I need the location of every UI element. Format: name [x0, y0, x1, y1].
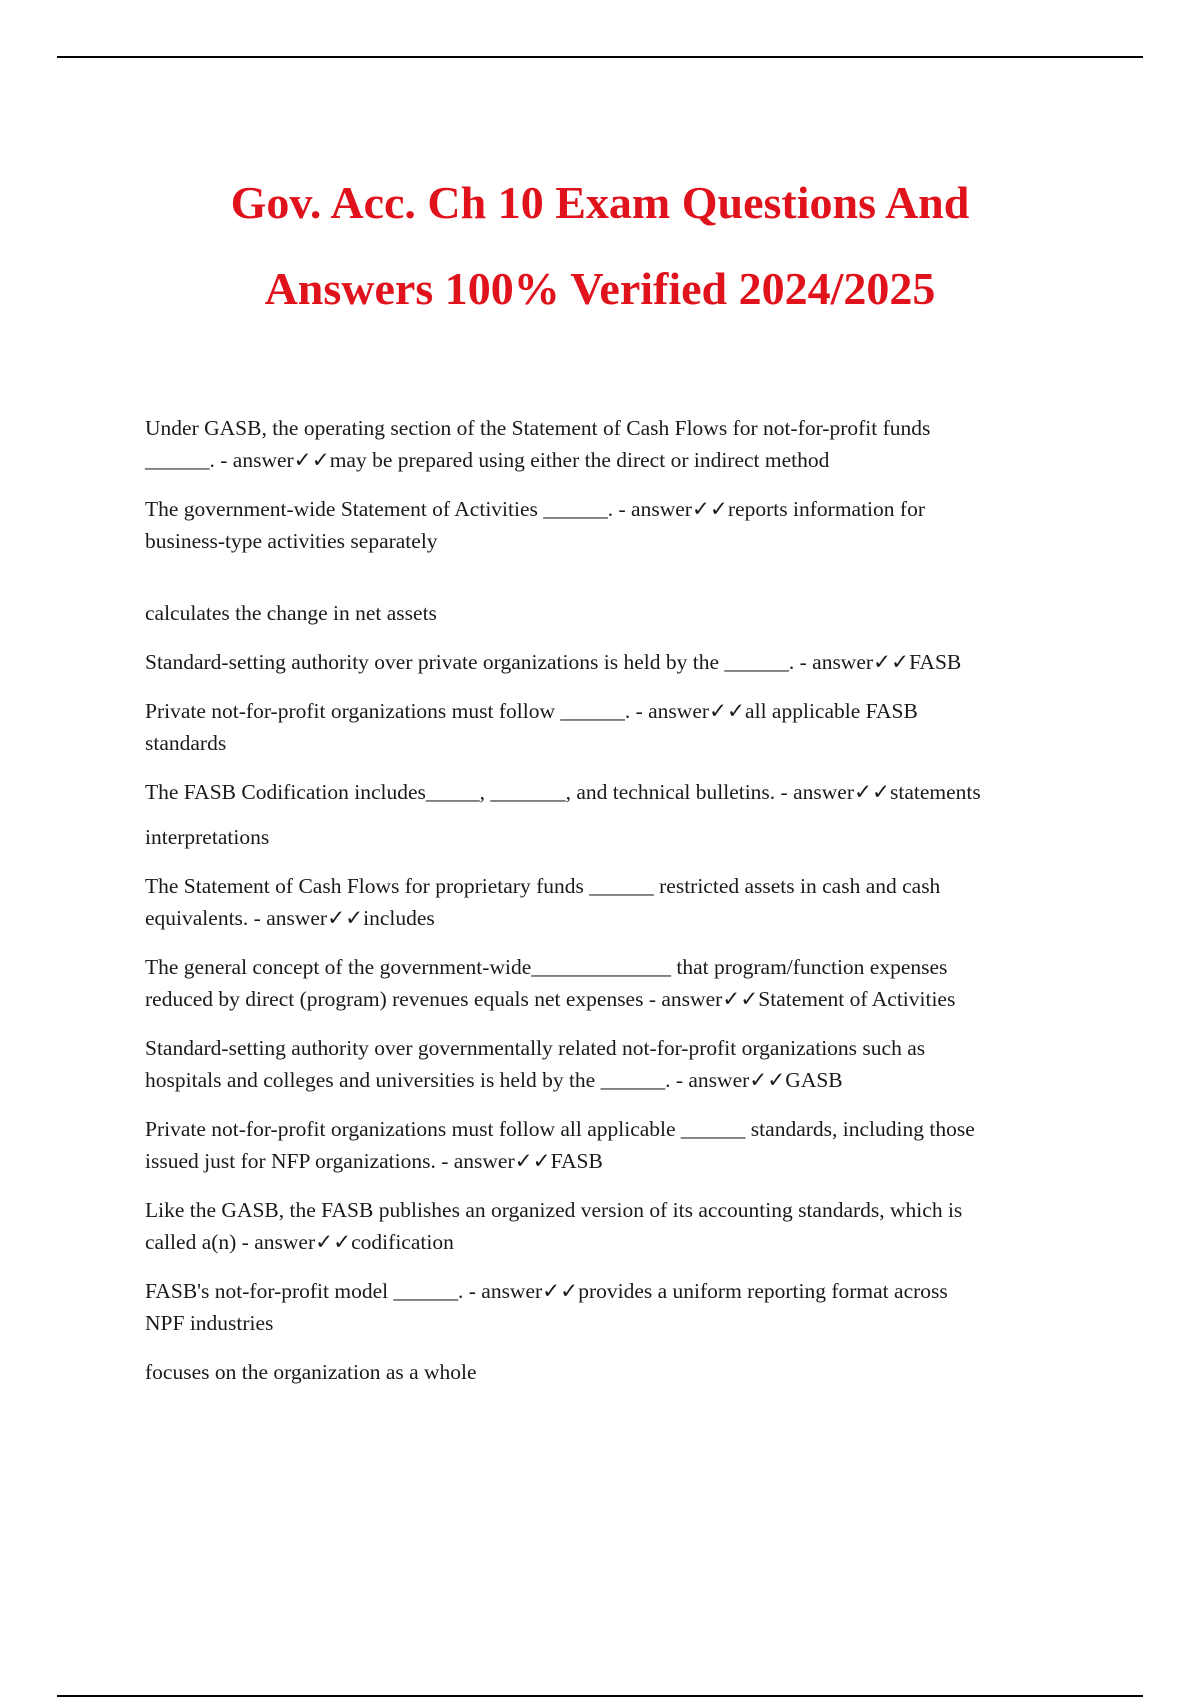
qa-item [145, 1194, 1090, 1258]
document-title [57, 160, 1143, 332]
answer-continuation [145, 821, 1090, 853]
question-text: Under GASB, the operating section of the Statement of Cash Flows for not-for-profit funds [145, 416, 931, 440]
answer-text: business-type activities separately [145, 529, 438, 553]
qa-item [145, 695, 1090, 759]
answer-text: reduced by direct (program) revenues equals net expenses - answer✓✓Statement of Activities [145, 987, 956, 1011]
qa-item [145, 412, 1090, 476]
question-text: The general concept of the government-wide_____________ that program/function expenses [145, 955, 948, 979]
answer-text: NPF industries [145, 1311, 274, 1335]
qa-item [145, 646, 1090, 678]
bottom-rule [57, 1695, 1143, 1697]
qa-item [145, 1032, 1090, 1096]
question-text: Like the GASB, the FASB publishes an organized version of its accounting standards, which is [145, 1198, 963, 1222]
answer-text: called a(n) - answer✓✓codification [145, 1230, 454, 1254]
qa-item [145, 951, 1090, 1015]
qa-item [145, 1275, 1090, 1339]
question-text: Standard-setting authority over private organizations is held by the ______. - answer✓✓FASB [145, 650, 962, 674]
qa-item [145, 776, 1090, 808]
question-text: ______. - answer✓✓may be prepared using either the direct or indirect method [145, 448, 830, 472]
answer-text: equivalents. - answer✓✓includes [145, 906, 435, 930]
question-text: The government-wide Statement of Activities ______. - answer✓✓reports information for [145, 497, 925, 521]
question-text: The FASB Codification includes_____, _______, and technical bulletins. - answer✓✓statements [145, 780, 981, 804]
answer-text: issued just for NFP organizations. - answer✓✓FASB [145, 1149, 603, 1173]
qa-item [145, 1113, 1090, 1177]
qa-content [145, 412, 1090, 1405]
question-text: Private not-for-profit organizations must follow all applicable ______ standards, including those [145, 1117, 975, 1141]
answer-text: hospitals and colleges and universities is held by the ______. - answer✓✓GASB [145, 1068, 843, 1092]
top-rule [57, 56, 1143, 58]
title-line-1: Gov. Acc. Ch 10 Exam Questions And [230, 177, 970, 228]
answer-continuation [145, 1356, 1090, 1388]
title-line-2: Answers 100% Verified 2024/2025 [264, 263, 936, 314]
answer-text: interpretations [145, 825, 270, 849]
answer-text: standards [145, 731, 227, 755]
qa-item [145, 493, 1090, 557]
question-text: Standard-setting authority over governmentally related not-for-profit organizations such as [145, 1036, 926, 1060]
answer-continuation [145, 597, 1090, 629]
answer-text: calculates the change in net assets [145, 601, 437, 625]
answer-text: focuses on the organization as a whole [145, 1360, 477, 1384]
question-text: FASB's not-for-profit model ______. - answer✓✓provides a uniform reporting format across [145, 1279, 948, 1303]
question-text: Private not-for-profit organizations must follow ______. - answer✓✓all applicable FASB [145, 699, 918, 723]
qa-item [145, 870, 1090, 934]
question-text: The Statement of Cash Flows for proprietary funds ______ restricted assets in cash and cash [145, 874, 941, 898]
